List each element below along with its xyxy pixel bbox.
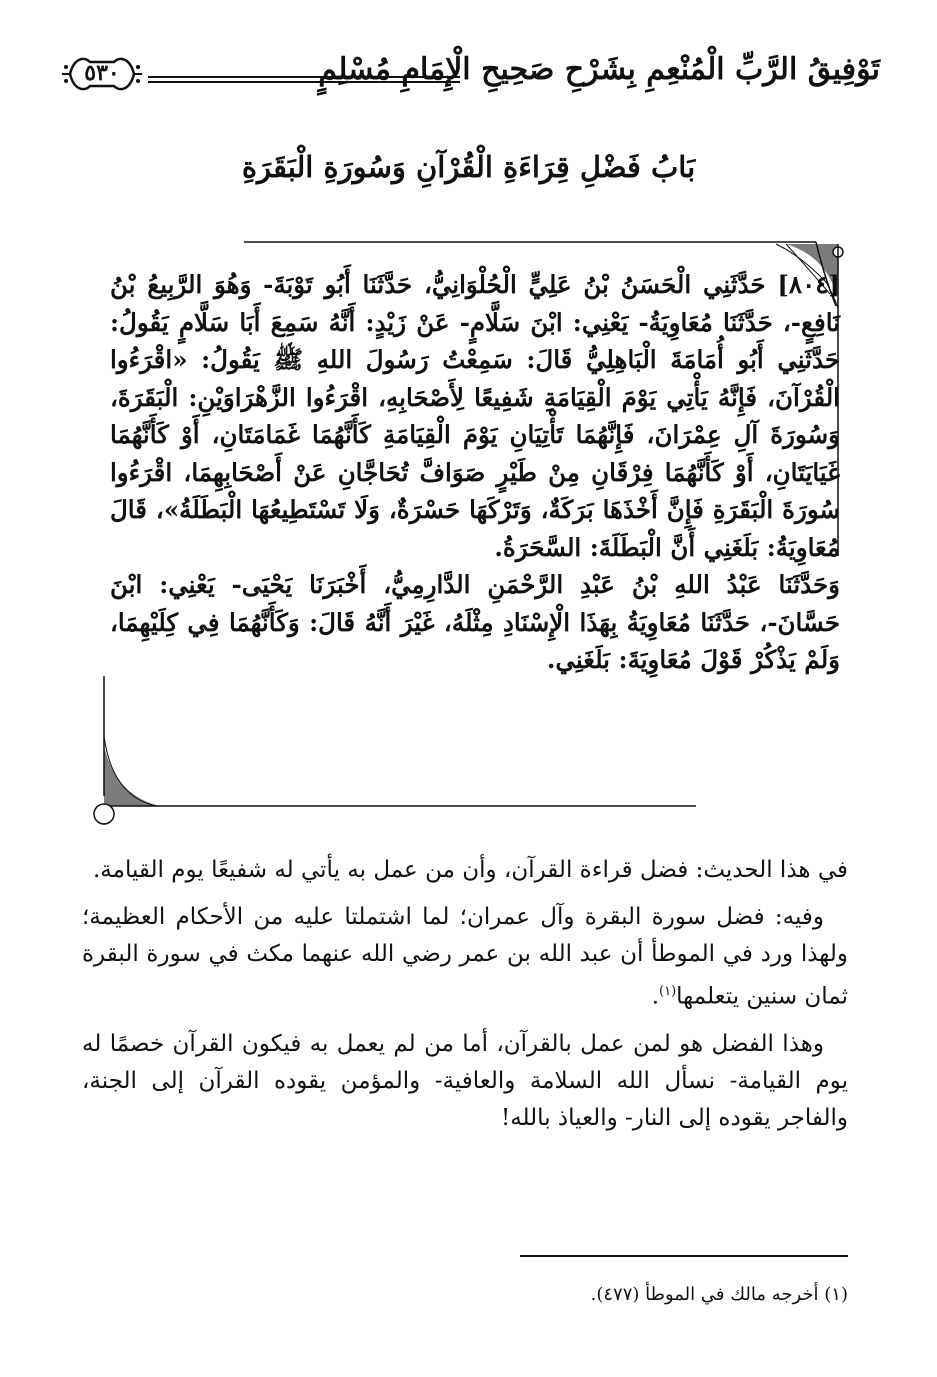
book-title: تَوْفِيقُ الرَّبِّ الْمُنْعِمِ بِشَرْحِ صَحِيحِ الْإِمَامِ مُسْلِمٍ: [318, 52, 880, 87]
hadith-paragraph: وَحَدَّثَنَا عَبْدُ اللهِ بْنُ عَبْدِ الرَّحْمَنِ الدَّارِمِيُّ، أَخْبَرَنَا يَحْيَى- يَعْنِي: ابْنَ حَسَّانَ-، حَدَّثَنَا مُعَاوِيَةُ بِهَذَا الْإِسْنَادِ مِثْلَهُ، غَيْرَ أَنَّهُ قَالَ: وَكَأَنَّهُمَا فِي كِلَيْهِمَا، وَلَمْ يَذْكُرْ قَوْلَ مُعَاوِيَةَ: بَلَغَنِي.: [110, 570, 840, 674]
hadith-text: [110, 266, 840, 679]
commentary-paragraph: [82, 899, 848, 1016]
commentary-text: وفيه: فضل سورة البقرة وآل عمران؛ لما اشتملتا عليه من الأحكام العظيمة؛ ولهذا ورد في الموطأ أن عبد الله بن عمر رضي الله عنهما مكث في سورة البقرة ثمان سنين يتعلمها: [82, 904, 848, 1010]
commentary-text-end: .: [651, 983, 660, 1010]
commentary-paragraph: وهذا الفضل هو لمن عمل بالقرآن، أما من لم يعمل به فيكون القرآن خصمًا له يوم القيامة- نسأل الله السلامة والعافية- والمؤمن يقوده القرآن إلى الجنة، والفاجر يقوده إلى النار- والعياذ بالله!: [82, 1030, 848, 1131]
footnote-rule: [520, 1255, 848, 1257]
page-number: ٥٣٠: [84, 60, 120, 86]
commentary-paragraph: في هذا الحديث: فضل قراءة القرآن، وأن من عمل به يأتي له شفيعًا يوم القيامة.: [92, 857, 848, 883]
header-rule: [148, 76, 460, 83]
commentary: [82, 852, 848, 1147]
page-number-badge: [60, 52, 144, 96]
footnote: (١) أخرجه مالك في الموطأ (٤٧٧).: [590, 1284, 848, 1305]
page-header: [60, 46, 880, 106]
chapter-title: بَابُ فَضْلِ قِرَاءَةِ الْقُرْآنِ وَسُورَةِ الْبَقَرَةِ: [241, 150, 696, 184]
footnote-reference[interactable]: (١): [659, 984, 677, 999]
hadith-paragraph: [٨٠٤] حَدَّثَنِي الْحَسَنُ بْنُ عَلِيٍّ الْحُلْوَانِيُّ، حَدَّثَنَا أَبُو تَوْبَةَ- وَهُوَ الرَّبِيعُ بْنُ نَافِعٍ-، حَدَّثَنَا مُعَاوِيَةُ- يَعْنِي: ابْنَ سَلَّامٍ- عَنْ زَيْدٍ: أَنَّهُ سَمِعَ أَبَا سَلَّامٍ يَقُولُ: حَدَّثَنِي أَبُو أُمَامَةَ الْبَاهِلِيُّ قَالَ: سَمِعْتُ رَسُولَ اللهِ ﷺ يَقُولُ: «اقْرَءُوا الْقُرْآنَ، فَإِنَّهُ يَأْتِي يَوْمَ الْقِيَامَةِ شَفِيعًا لِأَصْحَابِهِ، اقْرَءُوا الزَّهْرَاوَيْنِ: الْبَقَرَةَ، وَسُورَةَ آلِ عِمْرَانَ، فَإِنَّهُمَا تَأْتِيَانِ يَوْمَ الْقِيَامَةِ كَأَنَّهُمَا غَمَامَتَانِ، أَوْ كَأَنَّهُمَا غَيَايَتَانِ، أَوْ كَأَنَّهُمَا فِرْقَانِ مِنْ طَيْرٍ صَوَافَّ تُحَاجَّانِ عَنْ أَصْحَابِهِمَا، اقْرَءُوا سُورَةَ الْبَقَرَةِ فَإِنَّ أَخْذَهَا بَرَكَةٌ، وَتَرْكَهَا حَسْرَةٌ، وَلَا تَسْتَطِيعُهَا الْبَطَلَةُ»، قَالَ مُعَاوِيَةُ: بَلَغَنِي أَنَّ الْبَطَلَةَ: السَّحَرَةُ.: [110, 270, 840, 562]
